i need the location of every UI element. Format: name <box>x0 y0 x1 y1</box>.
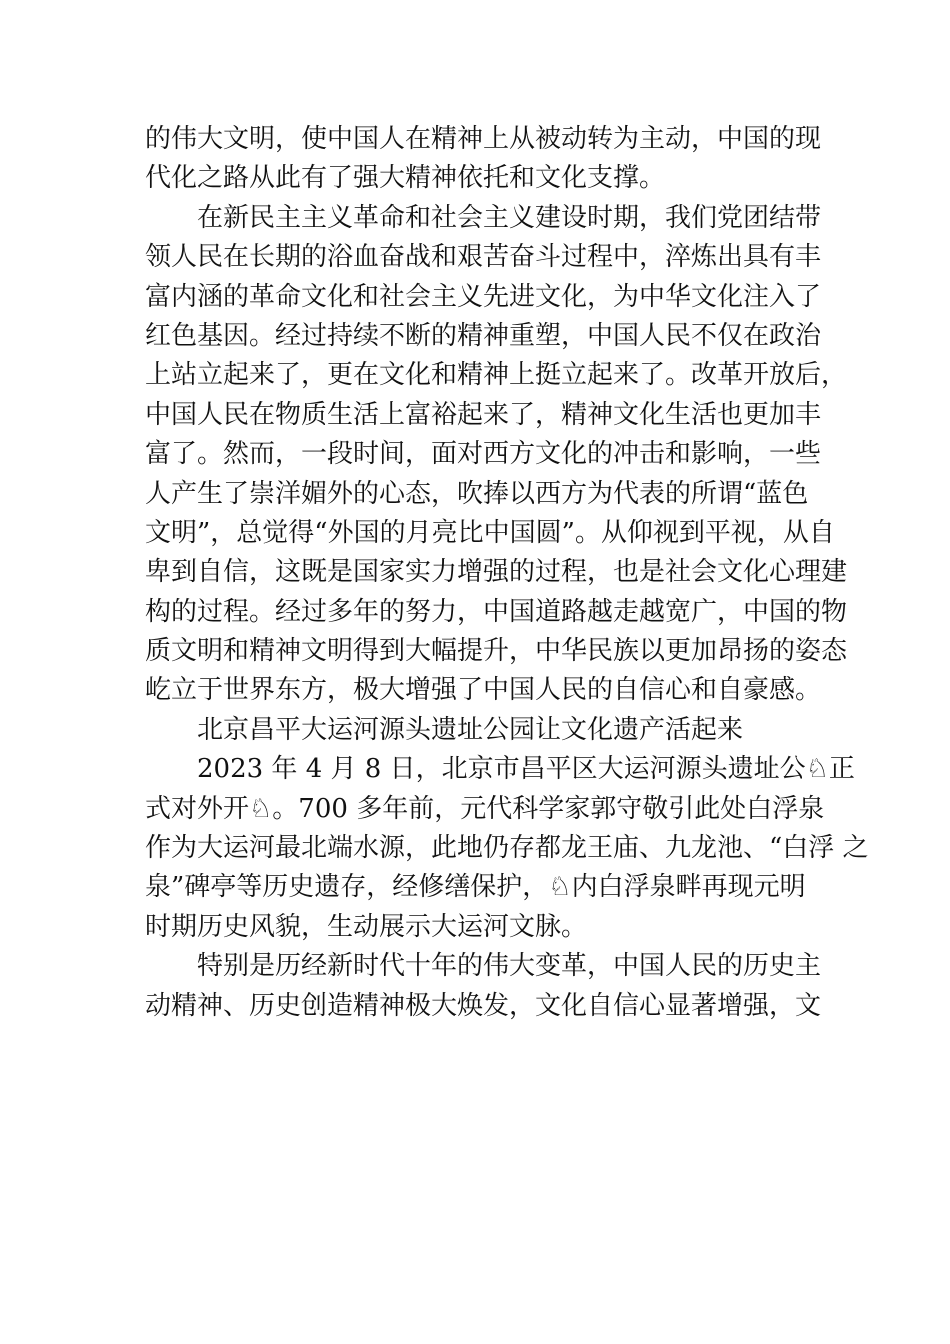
text-line: 领人民在长期的浴血奋战和艰苦奋斗过程中，淬炼出具有丰 <box>145 242 822 273</box>
text-line: 红色基因。经过持续不断的精神重塑，中国人民不仅在政治 <box>145 320 822 351</box>
section-heading: 北京昌平大运河源头遗址公园让文化遗产活起来 <box>197 714 744 745</box>
text-line: 卑到自信，这既是国家实力增强的过程，也是社会文化心理建 <box>145 557 848 588</box>
text-line: 富内涵的革命文化和社会主义先进文化，为中华文化注入了 <box>145 281 822 312</box>
text-line: 文明”，总觉得“外国的月亮比中国圆”。从仰视到平视，从自 <box>145 517 835 548</box>
text-line: 2023 年 4 月 8 日，北京市昌平区大运河源头遗址公♘正 <box>197 754 855 785</box>
text-line: 作为大运河最北端水源，此地仍存都龙王庙、九龙池、“白浮 之 <box>145 833 869 864</box>
text-line: 上站立起来了，更在文化和精神上挺立起来了。改革开放后， <box>145 360 848 391</box>
text-line: 中国人民在物质生活上富裕起来了，精神文化生活也更加丰 <box>145 399 822 430</box>
document-body <box>145 120 869 1026</box>
text-line: 式对外开♘。700 多年前，元代科学家郭守敬引此处白浮泉 <box>145 793 825 824</box>
text-line: 代化之路从此有了强大精神依托和文化支撑。 <box>145 163 666 194</box>
text-line: 富了。然而，一段时间，面对西方文化的冲击和影响，一些 <box>145 439 822 470</box>
text-line: 在新民主主义革命和社会主义建设时期，我们党团结带 <box>197 202 822 233</box>
text-line: 质文明和精神文明得到大幅提升，中华民族以更加昂扬的姿态 <box>145 636 848 667</box>
text-line: 屹立于世界东方，极大增强了中国人民的自信心和自豪感。 <box>145 675 822 706</box>
text-line: 特别是历经新时代十年的伟大变革，中国人民的历史主 <box>197 951 822 982</box>
text-line: 人产生了崇洋媚外的心态，吹捧以西方为代表的所谓“蓝色 <box>145 478 809 509</box>
text-line: 的伟大文明，使中国人在精神上从被动转为主动，中国的现 <box>145 124 822 154</box>
text-line: 泉”碑亭等历史遗存，经修缮保护，♘内白浮泉畔再现元明 <box>145 872 806 903</box>
text-line: 构的过程。经过多年的努力，中国道路越走越宽广，中国的物 <box>145 596 848 627</box>
text-line: 动精神、历史创造精神极大焕发，文化自信心显著增强，文 <box>145 990 822 1021</box>
text-line: 时期历史风貌，生动展示大运河文脉。 <box>145 911 588 942</box>
